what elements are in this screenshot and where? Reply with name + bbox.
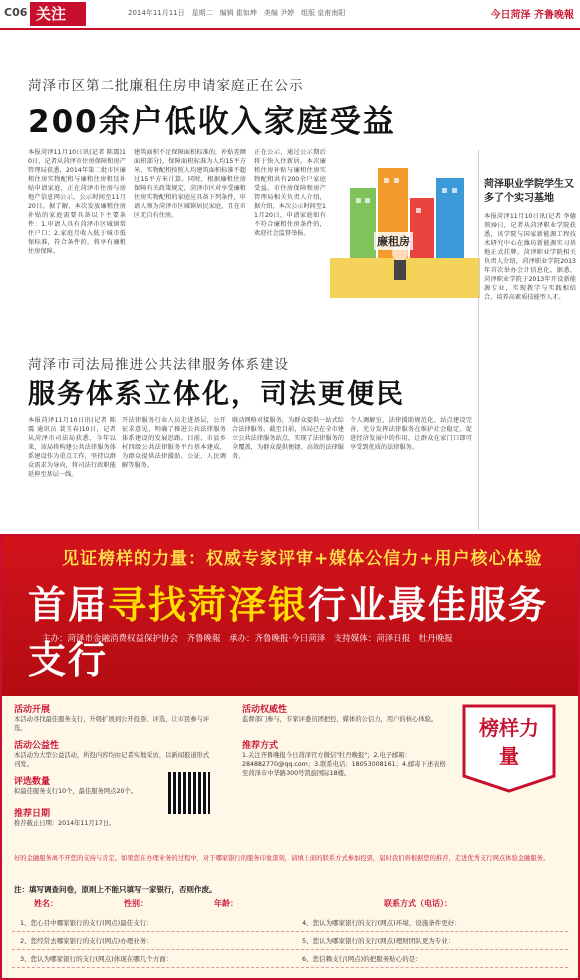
article1-col3: 正在公示，通过公示期后将于快入住新居。本次廉租住房补贴与廉租住房实物配租共有200余户家庭受益。市住房保障和房产管理局相关负责人介绍，据介绍，本次公示时间至11月20日，申请家庭如有不符合廉租住房条件的，欢迎社会监督举报。: [254, 149, 326, 237]
ad-item-6: 推荐方式 1.关注齐鲁晚报今日菏泽官方微信"牡丹晚报"；2.电子邮箱：284882770@qq.com；3.联系电话：18053008161；4.邮寄下述表格至菏泽市中华路300号凯旋国际18楼。: [242, 741, 446, 777]
masthead: 今日菏泽 齐鲁晚報: [490, 10, 574, 21]
article1-headline: 200余户低收入家庭受益: [28, 104, 396, 140]
article2-col4: 个人调解室，法律援助规范化、站点建设完善，充分发挥法律服务在维护社会稳定、促进经济发展中的作用，让群众在家门口即可享受到优质的法律服务。: [350, 417, 472, 451]
form-label-phone: 联系方式（电话）：: [384, 899, 452, 908]
form-label-age: 年龄：: [214, 899, 238, 908]
page-header: [0, 0, 580, 30]
housing-illustration: [330, 148, 480, 298]
form-title: 注：填写调查问卷，原则上不能只填写一家银行，否则作废。: [14, 885, 217, 894]
article1-subtitle: 菏泽市区第二批廉租住房申请家庭正在公示: [28, 78, 304, 94]
header-meta: 2014年11月11日 星期二 编辑 崔如坤 美编 尹婷 组版 皇甫南阳: [128, 9, 346, 17]
article2-headline: 服务体系立体化，司法更便民: [28, 379, 405, 410]
survey-row-1[interactable]: 1、您心目中哪家银行的支行(网点)最佳支行： 4、您认为哪家银行的支行(网点)环境、设施条件更好：: [12, 918, 568, 932]
advertisement: [0, 534, 580, 980]
ad-item-5: 活动权威性 监督部门参与，专家评委员团把控，媒体的公信力，用户的核心体验。: [242, 705, 438, 723]
form-header-row: [14, 898, 566, 912]
article2-col3: 联动网格对接服务，为群众提供一站式综合法律服务。截至目前，该局已在全市建立公共法律服务站点，实现了法律服务的全覆盖，为群众提供便捷、高效的法律服务。: [232, 417, 344, 460]
form-label-gender: 性别：: [124, 899, 148, 908]
ad-notice: 好的金融服务离不开您的支持与肯定。如果您在办理业务的过程中，对于哪家银行的服务印象深刻，请填上面的联系方式参加投票，届时我们将根据您的推荐，走进优秀支行网点体验金融服务。: [14, 855, 550, 862]
illustration-label: 廉租房: [374, 232, 413, 250]
ad-item-2: 活动公益性 本活动为大型公益活动，所投内容均由记者实地采访，以新闻报道形式刊发。: [14, 741, 210, 768]
form-label-name: 姓名：: [34, 899, 58, 908]
ad-tagline: 见证榜样的力量：权威专家评审+媒体公信力+用户核心体验: [62, 549, 543, 569]
column-divider: [478, 150, 479, 530]
ad-title: 首届寻找菏泽银行业最佳服务支行: [28, 583, 549, 682]
ad-body: [2, 696, 578, 978]
badge-text: 榜样力量: [479, 716, 539, 768]
article1-col2: 建筑面积不足保障面积标准的，补贴差额面积部分)，保障面积标准为人均15平方米，实物配租按照人均建筑面积标准不超过15平方米计算。同时，根据廉租住房保障有关政策规定，菏泽市区对享受廉租住房实物配租的家庭应具备下列条件，申请人须为菏泽市区城镇居民家庭，且在市区无自有住房。: [134, 149, 246, 219]
ad-item-1: 活动开展 本活动寻找最佳服务支行，升级扩展到公开投票、评选，让市民参与评选。: [14, 705, 210, 732]
qr-code: [168, 772, 210, 814]
article2-col2: 开法律服务行业人员走进基层，公开征求意见，明确了推进公共法律服务体系建设的发展思路。目前，市县乡村四级公共法律服务平台基本建成，为群众提供法律援助、公证、人民调解等服务。: [122, 417, 226, 469]
ad-item-3: 评选数量 拟最佳服务支行10个，最佳服务网点20个。: [14, 777, 138, 795]
ad-item-4: 推荐日期 推荐截止日期：2014年11月17日。: [14, 809, 116, 827]
page-number: C06: [4, 6, 28, 19]
ad-banner: [2, 536, 578, 696]
side-article-text: 本报菏泽11月10日讯(记者 李德领)9日，记者从菏泽职业学院获悉，该学院与国家新能源工程技术研究中心在潍坊新能源实习基地正式挂牌。菏泽职业学院相关负责人介绍，菏泽职业学院2013年首次举办会计信息化，据悉，菏泽职业学院于2013年开设新能源专业，实现教学与实践相结合，培养高素质技能型人才。: [484, 213, 576, 301]
article2-col1: 本报菏泽11月10日讯(记者 陈震 通讯员 裴玉春)10日，记者从菏泽市司法局获悉，今年以来，该局将构建公共法律服务体系建设作为重点工作，坚持以群众需求为导向，将司法行政职能延伸至基层一线。: [28, 417, 116, 478]
survey-row-3[interactable]: 3、您认为哪家银行的支行(网点)体现在哪几个方面： 6、您信赖支行(网点)的把服务贴心的是：: [12, 954, 568, 968]
article1-col1: 本报菏泽11月10日讯(记者 陈震)10日，记者从菏泽市住房保障和房产管理局获悉，2014年第二批市区廉租住房实物配租与廉租住房租赁补贴申请家庭，正在菏泽市住房与房地产信息网公示，公示时间至11月20日。据了解，本次发放廉租住房补贴的家庭需要具备以下主要条件：1.申请人具有菏泽市区城镇常住户口；2.家庭月收入低于城市低保标准，符合条件的，将享有廉租住房保障。: [28, 149, 126, 255]
side-article-title: 菏泽职业学院学生又多了个实习基地: [484, 179, 574, 204]
article2-subtitle: 菏泽市司法局推进公共法律服务体系建设: [28, 357, 289, 373]
ad-sponsors: 主办：菏泽市金融消费权益保护协会 齐鲁晚報 承办：齐鲁晚报·今日菏泽 支持媒体：菏泽日报 牡丹晚报: [42, 634, 453, 644]
section-label: 关注: [30, 2, 86, 26]
survey-row-2[interactable]: 2、您经常去哪家银行的支行(网点)办理业务： 5、您认为哪家银行的支行(网点)理财团队更为专业：: [12, 936, 568, 950]
